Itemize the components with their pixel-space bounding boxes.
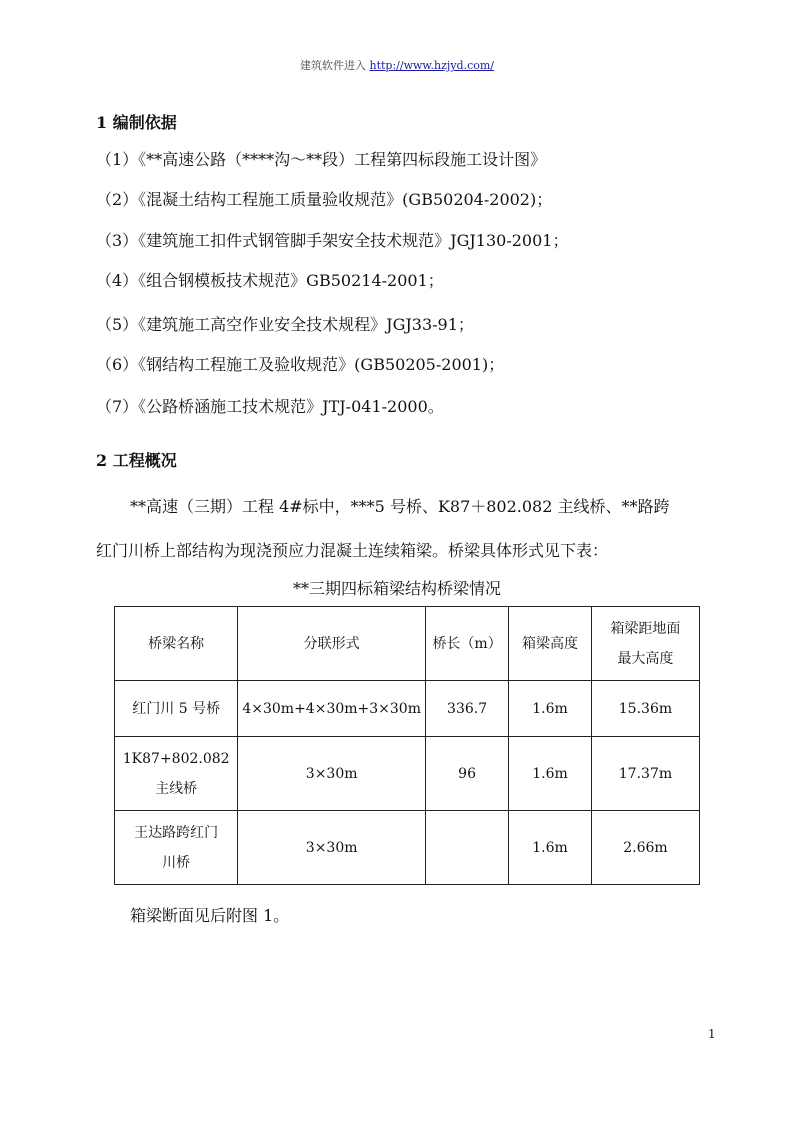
bridge-name-line: 主线桥 [155,780,198,797]
header-cell: 箱梁高度 [509,607,592,681]
height-cell: 1.6m [509,681,592,737]
max-height-cell: 15.36m [591,681,699,737]
table-row [115,811,700,885]
max-height-cell: 17.37m [591,737,699,811]
length-cell: 336.7 [426,681,509,737]
bridge-name-cell [115,737,238,811]
table-row [115,681,700,737]
reference-item: （6）《钢结构工程施工及验收规范》(GB50205-2001)； [96,355,505,374]
span-cell: 4×30m+4×30m+3×30m [238,681,426,737]
reference-item: （7）《公路桥涵施工技术规范》JTJ-041-2000。 [96,397,444,416]
header-link[interactable]: http://www.hzjyd.com/ [369,59,494,72]
overview-paragraph-line-2: 红门川桥上部结构为现浇预应力混凝土连续箱梁。桥梁具体形式见下表： [96,541,609,560]
section-1-title: 1 编制依据 [96,113,177,132]
reference-item: （4）《组合钢模板技术规范》GB50214-2001； [96,271,444,290]
bridge-name-line: 川桥 [162,854,191,871]
bridge-name-cell [115,811,238,885]
header-cell-line: 最大高度 [617,650,674,667]
page-number: 1 [708,1027,716,1041]
page-header [0,57,794,73]
header-cell [591,607,699,681]
section-2-title: 2 工程概况 [96,451,177,470]
overview-paragraph-line-1: **高速（三期）工程 4#标中，***5 号桥、K87＋802.082 主线桥、**路跨 [130,497,670,516]
reference-item: （3）《建筑施工扣件式钢管脚手架安全技术规范》JGJ130-2001； [96,231,569,250]
height-cell: 1.6m [509,737,592,811]
header-cell-line: 箱梁距地面 [610,620,681,637]
bridge-name-cell [115,681,238,737]
reference-item: （1）《**高速公路（****沟～**段）工程第四标段施工设计图》 [96,150,547,169]
length-cell [426,811,509,885]
max-height-cell: 2.66m [591,811,699,885]
span-cell: 3×30m [238,811,426,885]
table-header-row [115,607,700,681]
bridge-name-line: 红门川 5 号桥 [132,700,221,717]
bridge-name-line: 1K87+802.082 [122,750,230,767]
reference-item: （5）《建筑施工高空作业安全技术规程》JGJ33-91； [96,315,474,334]
cross-section-note: 箱梁断面见后附图 1。 [130,906,290,925]
header-cell: 桥长（m） [426,607,509,681]
header-cell: 分联形式 [238,607,426,681]
table-caption: **三期四标箱梁结构桥梁情况 [292,579,501,598]
span-cell: 3×30m [238,737,426,811]
bridge-name-line: 王达路跨红门 [134,824,219,841]
length-cell: 96 [426,737,509,811]
table-row [115,737,700,811]
bridge-table [114,606,700,885]
header-text: 建筑软件进入 [300,59,366,72]
height-cell: 1.6m [509,811,592,885]
reference-item: （2）《混凝土结构工程施工质量验收规范》(GB50204-2002)； [96,190,553,209]
header-cell: 桥梁名称 [115,607,238,681]
